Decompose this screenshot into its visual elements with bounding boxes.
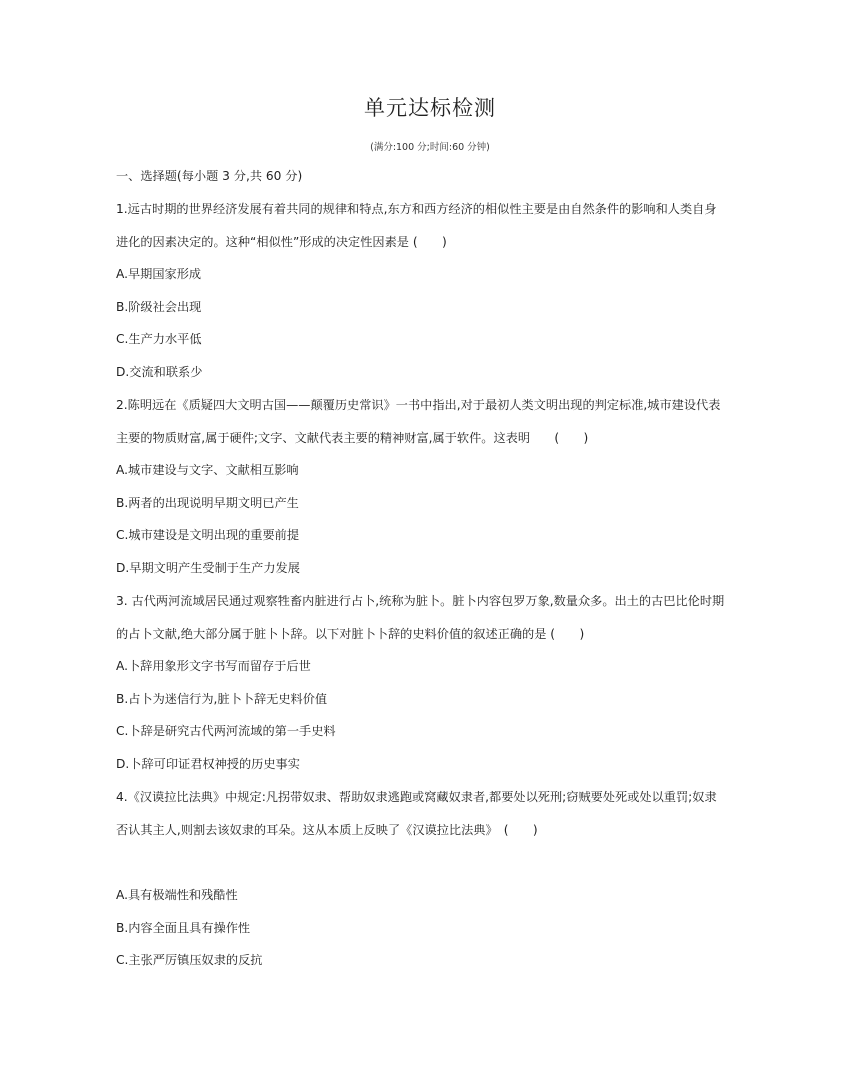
question-1-option-c: C.生产力水平低: [116, 332, 202, 346]
question-4-option-c: C.主张严厉镇压奴隶的反抗: [116, 953, 263, 967]
question-3-option-c: C.卜辞是研究古代两河流域的第一手史料: [116, 724, 336, 738]
question-3-stem-line-2: 的占卜文献,绝大部分属于脏卜卜辞。以下对脏卜卜辞的史料价值的叙述正确的是 ( ): [116, 627, 585, 641]
question-1-stem-line-2: 进化的因素决定的。这种“相似性”形成的决定性因素是 ( ): [116, 235, 447, 249]
question-3-stem-line-1: 3. 古代两河流域居民通过观察牲畜内脏进行占卜,统称为脏卜。脏卜内容包罗万象,数量众多。出土的古巴比伦时期: [116, 594, 725, 608]
question-1-stem-line-1: 1.远古时期的世界经济发展有着共同的规律和特点,东方和西方经济的相似性主要是由自然条件的影响和人类自身: [116, 202, 717, 216]
question-2-stem-line-1: 2.陈明远在《质疑四大文明古国——颠覆历史常识》一书中指出,对于最初人类文明出现的判定标准,城市建设代表: [116, 398, 721, 412]
question-3-option-b: B.占卜为迷信行为,脏卜卜辞无史料价值: [116, 692, 328, 706]
question-3-option-a: A.卜辞用象形文字书写而留存于后世: [116, 659, 311, 673]
page-subtitle: (满分:100 分;时间:60 分钟): [370, 142, 490, 153]
question-3-option-d: D.卜辞可印证君权神授的历史事实: [116, 757, 300, 771]
question-1-option-b: B.阶级社会出现: [116, 300, 202, 314]
question-4-option-b: B.内容全面且具有操作性: [116, 921, 251, 935]
page-title: 单元达标检测: [364, 96, 496, 120]
question-2-option-c: C.城市建设是文明出现的重要前提: [116, 528, 300, 542]
question-2-option-b: B.两者的出现说明早期文明已产生: [116, 496, 299, 510]
question-4-stem-line-1: 4.《汉谟拉比法典》中规定:凡拐带奴隶、帮助奴隶逃跑或窝藏奴隶者,都要处以死刑;窃贼要处死或处以重罚;奴隶: [116, 790, 717, 804]
question-1-option-a: A.早期国家形成: [116, 267, 202, 281]
question-4-stem-line-2: 否认其主人,则割去该奴隶的耳朵。这从本质上反映了《汉谟拉比法典》 ( ): [116, 823, 538, 837]
question-2-option-a: A.城市建设与文字、文献相互影响: [116, 463, 299, 477]
question-2-option-d: D.早期文明产生受制于生产力发展: [116, 561, 300, 575]
question-2-stem-line-2: 主要的物质财富,属于硬件;文字、文献代表主要的精神财富,属于软件。这表明 ( ): [116, 431, 589, 445]
question-1-option-d: D.交流和联系少: [116, 365, 203, 379]
question-4-option-a: A.具有极端性和残酷性: [116, 888, 238, 902]
section-heading: 一、选择题(每小题 3 分,共 60 分): [116, 169, 303, 183]
